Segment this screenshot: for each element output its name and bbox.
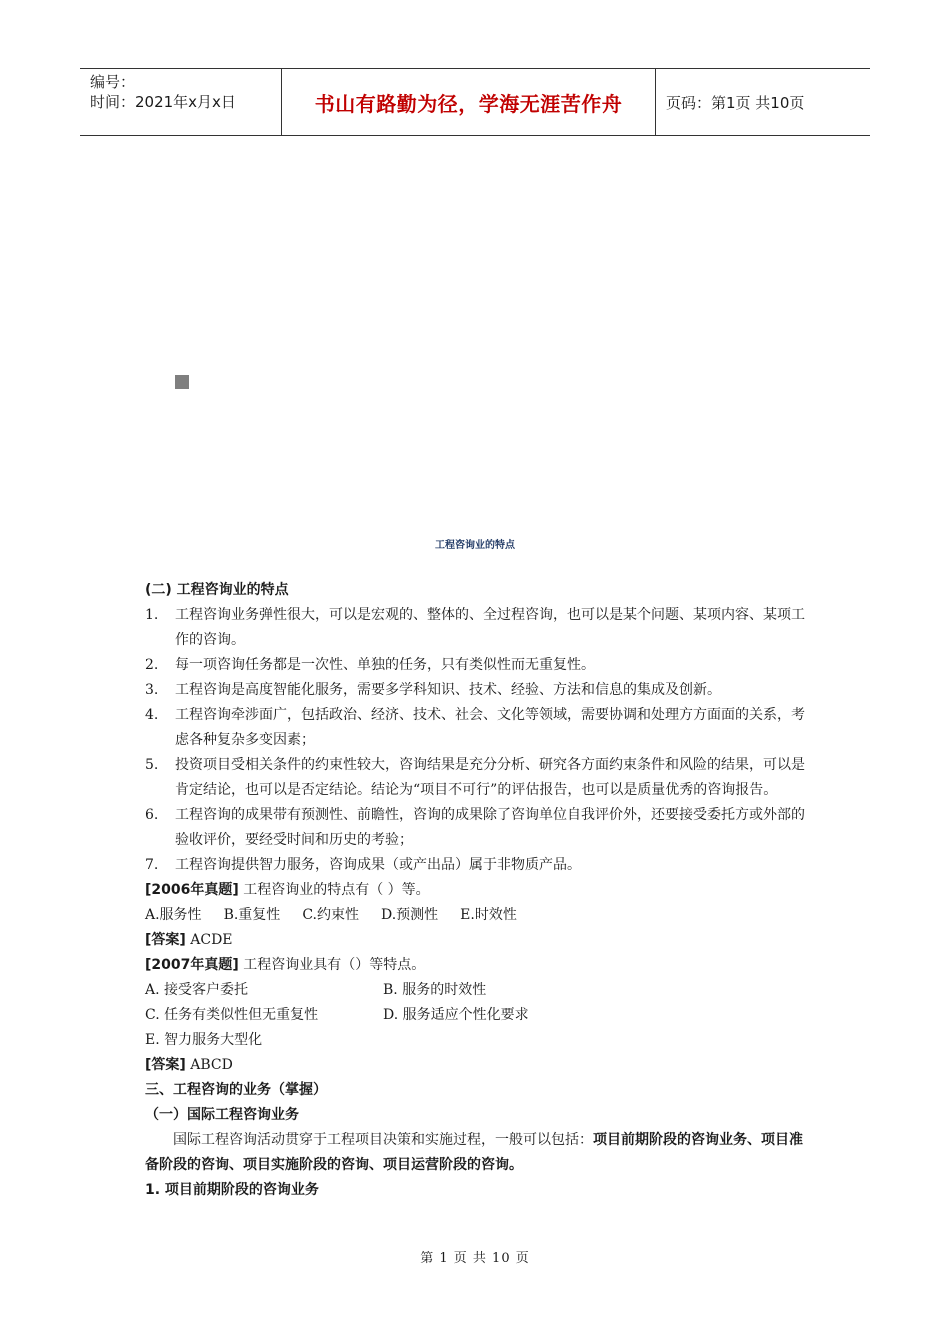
exam-options-2006 (145, 903, 805, 928)
section-heading: (二) 工程咨询业的特点 (145, 582, 289, 598)
list-item (145, 753, 805, 803)
list-item-text: 工程咨询业务弹性很大，可以是宏观的、整体的、全过程咨询，也可以是某个问题、某项内容、某项工作的咨询。 (175, 607, 805, 648)
intro-paragraph (145, 1128, 805, 1178)
header-meta (80, 69, 282, 135)
list-item-number: 2. (145, 657, 159, 673)
list-item-text: 工程咨询提供智力服务，咨询成果（或产出品）属于非物质产品。 (175, 857, 581, 873)
exam-answer-2007 (145, 1053, 805, 1078)
list-item-number: 1. (145, 607, 159, 623)
page-header (80, 68, 870, 136)
list-item-number: 6. (145, 807, 159, 823)
exam-options-row (145, 978, 805, 1003)
option-d: D.预测性 (380, 907, 439, 923)
header-motto: 书山有路勤为径，学海无涯苦作舟 (314, 91, 623, 116)
list-item-text: 每一项咨询任务都是一次性、单独的任务，只有类似性而无重复性。 (175, 657, 595, 673)
section-3-heading: 三、工程咨询的业务（掌握） (145, 1082, 327, 1098)
option-a: A. 接受客户委托 (145, 982, 249, 998)
exam-question-2007 (145, 953, 805, 978)
subsection-1-heading: （一）国际工程咨询业务 (145, 1107, 299, 1123)
answer-text: ABCD (185, 1057, 233, 1073)
exam-question-2006 (145, 878, 805, 903)
option-c: C. 任务有类似性但无重复性 (145, 1007, 319, 1023)
item-1-heading: 1. 项目前期阶段的咨询业务 (145, 1182, 319, 1198)
list-item-text: 投资项目受相关条件的约束性较大，咨询结果是充分分析、研究各方面约束条件和风险的结果，可以是肯定结论，也可以是否定结论。结论为“项目不可行”的评估报告，也可以是质量优秀的咨询报告。 (175, 757, 805, 798)
header-page-label: 页码：第1页 共10页 (666, 93, 805, 112)
header-page-cell (656, 69, 870, 135)
document-date-label: 时间：2021年x月x日 (90, 93, 236, 111)
list-item-number: 5. (145, 757, 159, 773)
intro-paragraph-emphasis: 项目前期阶段的咨询业务、项目准备阶段的咨询、项目实施阶段的咨询、项目运营阶段的咨询。 (145, 1132, 803, 1173)
header-motto-cell (282, 69, 656, 135)
option-a: A.服务性 (145, 907, 202, 923)
exam-question-text: 工程咨询业具有（）等特点。 (238, 957, 426, 973)
exam-question-tag: [2007年真题] (145, 957, 239, 973)
answer-tag: [答案] (145, 932, 186, 948)
option-b: B. 服务的时效性 (383, 982, 487, 998)
option-b: B.重复性 (223, 907, 281, 923)
document-title: 工程咨询业的特点 (435, 540, 515, 551)
option-e: E.时效性 (460, 907, 517, 923)
list-item-number: 7. (145, 857, 159, 873)
list-item-number: 4. (145, 707, 159, 723)
exam-question-tag: [2006年真题] (145, 882, 239, 898)
list-item (145, 803, 805, 853)
list-item-text: 工程咨询牵涉面广，包括政治、经济、技术、社会、文化等领域，需要协调和处理方方面面的关系，考虑各种复杂多变因素； (175, 707, 805, 748)
list-item-text: 工程咨询的成果带有预测性、前瞻性，咨询的成果除了咨询单位自我评价外，还要接受委托方或外部的验收评价，要经受时间和历史的考验； (175, 807, 805, 848)
page-footer: 第 1 页 共 10 页 (420, 1251, 530, 1266)
answer-tag: [答案] (145, 1057, 186, 1073)
list-item (145, 653, 805, 678)
square-bullet-icon (175, 375, 189, 389)
list-item-number: 3. (145, 682, 159, 698)
list-item (145, 853, 805, 878)
answer-text: ACDE (185, 932, 233, 948)
document-number-label: 编号： (90, 73, 136, 91)
list-item (145, 703, 805, 753)
document-body (145, 578, 805, 1203)
list-item-text: 工程咨询是高度智能化服务，需要多学科知识、技术、经验、方法和信息的集成及创新。 (175, 682, 721, 698)
list-item (145, 678, 805, 703)
exam-options-row (145, 1003, 805, 1028)
list-item (145, 603, 805, 653)
option-e: E. 智力服务大型化 (145, 1032, 263, 1048)
option-d: D. 服务适应个性化要求 (383, 1007, 529, 1023)
intro-paragraph-text: 国际工程咨询活动贯穿于工程项目决策和实施过程，一般可以包括： (173, 1132, 593, 1148)
exam-question-text: 工程咨询业的特点有（ ）等。 (238, 882, 430, 898)
option-c: C.约束性 (302, 907, 359, 923)
exam-answer-2006 (145, 928, 805, 953)
